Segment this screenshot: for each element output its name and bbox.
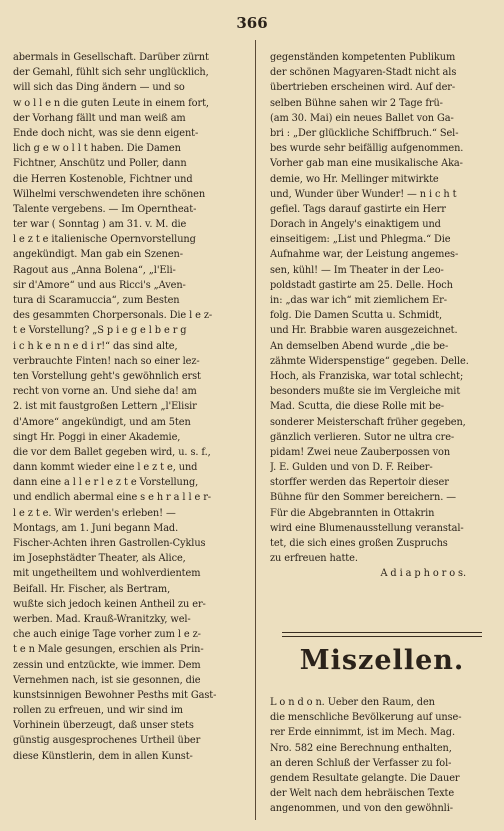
text-line: der schönen Magyaren-Stadt nicht als xyxy=(270,67,457,79)
text-line: Nro. 582 eine Berechnung enthalten, xyxy=(270,742,452,754)
author-signature: A d i a p h o r o s. xyxy=(380,568,466,580)
text-line: Vorher gab man eine musikalische Aka- xyxy=(270,158,463,170)
text-line: tet, die sich eines großen Zuspruchs xyxy=(270,538,448,549)
text-line: lich g e w o l l t haben. Die Damen xyxy=(13,143,181,155)
text-line: che auch einige Tage vorher zum l e z- xyxy=(13,629,201,641)
text-line: im Josephstädter Theater, als Alice, xyxy=(13,553,186,565)
section-rule-thick xyxy=(282,632,482,633)
text-line: einseitigem: „List und Phlegma.“ Die xyxy=(270,234,451,246)
text-line: L o n d o n. Ueber den Raum, den xyxy=(270,697,435,708)
text-line: ter war ( Sonntag ) am 31. v. M. die xyxy=(13,219,187,231)
text-line: dann eine a l l e r l e z t e Vorstellung, xyxy=(13,477,199,489)
text-line: gänzlich verlieren. Sutor ne ultra cre- xyxy=(270,431,455,443)
text-line: t e Vorstellung? „S p i e g e l b e r g xyxy=(13,325,187,337)
text-line: dann kommt wieder eine l e z t e, und xyxy=(13,462,198,474)
text-line: poldstadt gastirte am 25. Delle. Hoch xyxy=(270,279,453,291)
text-line: wußte sich jedoch keinen Antheil zu er- xyxy=(13,598,206,610)
text-line: selben Bühne sahen wir 2 Tage frü- xyxy=(270,97,443,109)
text-line: werben. Mad. Krauß-Wranitzky, wel- xyxy=(13,613,191,625)
text-line: Hoch, als Franziska, war total schlecht; xyxy=(270,370,464,382)
text-line: die vor dem Ballet gegeben wird, u. s. f., xyxy=(13,446,211,458)
text-line: besonders mußte sie im Vergleiche mit xyxy=(270,386,461,398)
text-line: Dorach in Angely's einaktigem und xyxy=(270,219,441,231)
text-line: an deren Schluß der Verfasser zu fol- xyxy=(270,757,452,769)
text-line: zessin und entzückte, wie immer. Dem xyxy=(13,659,201,671)
text-line: Fichtner, Anschütz und Poller, dann xyxy=(13,158,187,170)
text-line: i c h k e n n e d i r!“ das sind alte, xyxy=(13,340,178,352)
text-line: des gesammten Chorpersonals. Die l e z- xyxy=(13,310,213,322)
text-line: singt Hr. Poggi in einer Akademie, xyxy=(13,431,181,443)
text-line: Ende doch nicht, was sie denn eigent- xyxy=(13,127,199,139)
text-line: übertrieben erscheinen wird. Auf der- xyxy=(270,82,456,94)
text-line: recht von vorne an. Und siehe da! am xyxy=(13,386,197,398)
text-line: günstig ausgesprochenes Urtheil über xyxy=(13,735,201,747)
section-rule-thin xyxy=(282,636,482,637)
section-heading: Miszellen. xyxy=(299,645,465,676)
text-line: die menschliche Bevölkerung auf unse- xyxy=(270,712,462,724)
text-line: sonderer Meisterschaft früher gegeben, xyxy=(270,416,466,428)
text-line: l e z t e. Wir werden's erleben! — xyxy=(13,507,176,519)
text-line: Mad. Scutta, die diese Rolle mit be- xyxy=(270,401,444,413)
text-line: Aufnahme war, der Leistung angemes- xyxy=(270,249,459,261)
text-line: tura di Scaramuccia“, zum Besten xyxy=(13,295,180,306)
text-line: Vernehmen nach, ist sie gesonnen, die xyxy=(13,674,201,686)
text-line: Ragout aus „Anna Bolena“, „l'Eli- xyxy=(13,264,176,276)
text-line: bes wurde sehr beifällig aufgenommen. xyxy=(270,143,464,155)
text-line: die Herren Kostenoble, Fichtner und xyxy=(13,173,193,185)
text-line: bri : „Der glückliche Schiffbruch.“ Sel- xyxy=(270,127,459,139)
text-line: rollen zu erfreuen, und wir sind im xyxy=(13,705,183,717)
text-line: sir d'Amore“ und aus Ricci's „Aven- xyxy=(13,279,186,291)
text-line: 2. ist mit faustgroßen Lettern „l'Elisir xyxy=(13,401,197,413)
text-line: l e z t e italienische Opernvorstellung xyxy=(13,234,196,246)
text-line: gendem Resultate gelangte. Die Dauer xyxy=(270,772,460,784)
page-number: 366 xyxy=(236,14,268,32)
text-line: der Vorhang fällt und man weiß am xyxy=(13,112,186,124)
text-line: angenommen, und von den gewöhnli- xyxy=(270,803,453,815)
text-line: Talente vergebens. — Im Operntheat- xyxy=(13,203,197,215)
text-line: und endlich abermal eine s e h r a l l e r- xyxy=(13,492,212,504)
text-line: verbrauchte Finten! nach so einer lez- xyxy=(13,355,200,367)
text-line: Wilhelmi verschwendeten ihre schönen xyxy=(13,188,206,200)
text-line: gegenständen kompetenten Publikum xyxy=(270,52,456,63)
text-line: sen, kühl! — Im Theater in der Leo- xyxy=(270,264,444,276)
text-line: gefiel. Tags darauf gastirte ein Herr xyxy=(270,203,446,215)
text-line: will sich das Ding ändern — und so xyxy=(13,82,185,94)
text-line: und, Wunder über Wunder! — n i c h t xyxy=(270,188,457,200)
text-line: (am 30. Mai) ein neues Ballet von Ga- xyxy=(270,112,454,124)
text-line: angekündigt. Man gab ein Szenen- xyxy=(13,249,183,261)
text-line: mit ungetheiltem und wohlverdientem xyxy=(13,568,201,580)
text-line: zähmte Widerspenstige“ gegeben. Delle. xyxy=(270,355,469,367)
text-line: pidam! Zwei neue Zauberpossen von xyxy=(270,446,451,458)
text-line: Fischer-Achten ihren Gastrollen-Cyklus xyxy=(13,538,206,549)
text-line: Beifall. Hr. Fischer, als Bertram, xyxy=(13,583,171,595)
text-line: in: „das war ich“ mit ziemlichem Er- xyxy=(270,295,447,306)
text-line: storffer werden das Repertoir dieser xyxy=(270,477,449,489)
text-line: An demselben Abend wurde „die be- xyxy=(270,340,449,352)
text-line: folg. Die Damen Scutta u. Schmidt, xyxy=(270,310,442,322)
text-line: t e n Male gesungen, erschien als Prin- xyxy=(13,644,204,656)
text-line: abermals in Gesellschaft. Darüber zürnt xyxy=(13,52,209,63)
column-divider xyxy=(255,40,256,820)
text-line: Vorhinein überzeugt, daß unser stets xyxy=(13,720,194,732)
text-line: und Hr. Brabbie waren ausgezeichnet. xyxy=(270,325,458,337)
text-line: Bühne für den Sommer bereichern. — xyxy=(270,492,456,504)
text-line: Für die Abgebrannten in Ottakrin xyxy=(270,507,435,519)
text-line: kunstsinnigen Bewohner Pesths mit Gast- xyxy=(13,689,217,701)
text-line: ten Vorstellung geht's gewöhnlich erst xyxy=(13,370,201,382)
text-line: der Welt nach dem hebräischen Texte xyxy=(270,788,455,800)
text-line: wird eine Blumenausstellung veranstal- xyxy=(270,522,464,534)
text-line: zu erfreuen hatte. xyxy=(270,553,358,565)
text-line: diese Künstlerin, dem in allen Kunst- xyxy=(13,750,193,762)
right-column xyxy=(270,50,494,582)
text-line: demie, wo Hr. Mellinger mitwirkte xyxy=(270,173,439,185)
text-line: Montags, am 1. Juni begann Mad. xyxy=(13,522,179,534)
text-line: d'Amore“ angekündigt, und am 5ten xyxy=(13,416,191,428)
text-line: der Gemahl, fühlt sich sehr unglücklich, xyxy=(13,67,209,79)
section-text xyxy=(270,695,494,817)
left-column xyxy=(13,50,244,764)
text-line: w o l l e n die guten Leute in einem fort, xyxy=(13,97,209,109)
text-line: rer Erde einnimmt, ist im Mech. Mag. xyxy=(270,727,455,739)
text-line: J. E. Gulden und von D. F. Reiber- xyxy=(270,462,433,474)
